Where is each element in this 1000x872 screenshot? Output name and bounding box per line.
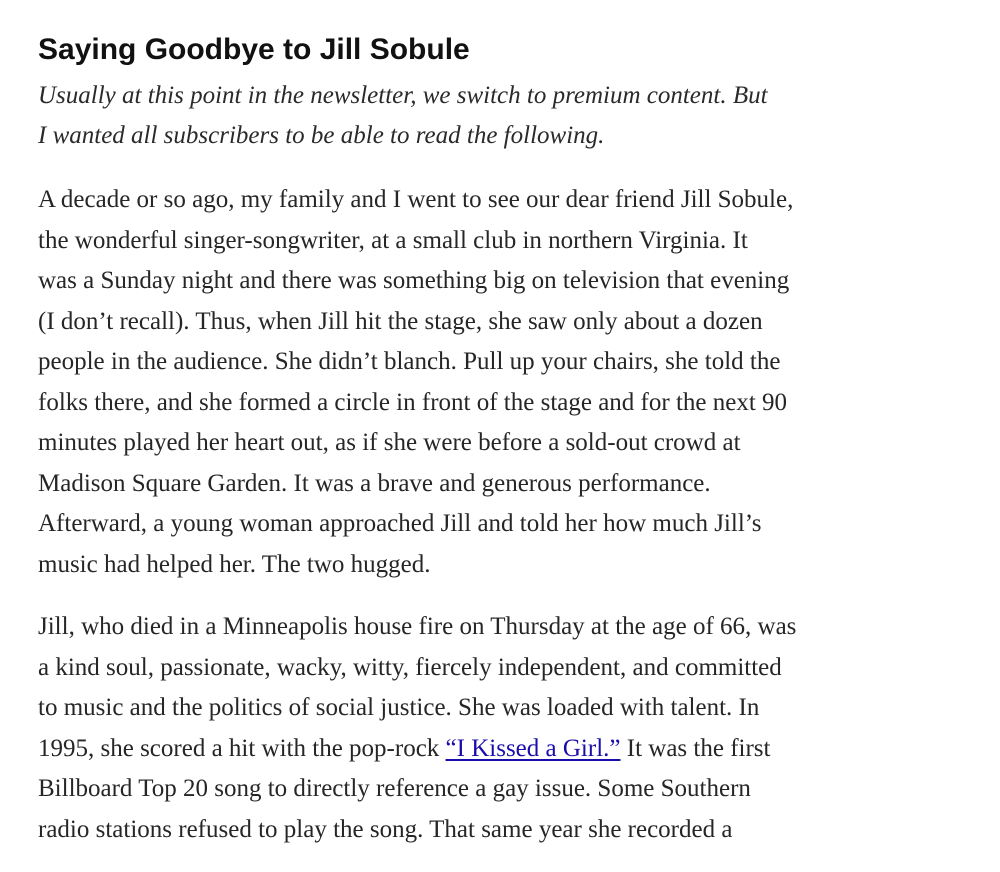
paragraph-line: minutes played her heart out, as if she were before a sold-out crowd at [38, 429, 741, 456]
intro-italic [38, 76, 958, 156]
paragraph-line: Billboard Top 20 song to directly reference a gay issue. Some Southern [38, 775, 751, 802]
intro-line: I wanted all subscribers to be able to read the following. [38, 122, 605, 149]
paragraph-line: people in the audience. She didn’t blanch. Pull up your chairs, she told the [38, 348, 781, 375]
article [38, 30, 958, 872]
intro-line: Usually at this point in the newsletter, we switch to premium content. But [38, 82, 768, 109]
paragraph-line: Jill, who died in a Minneapolis house fire on Thursday at the age of 66, was [38, 613, 797, 640]
paragraph-line: (I don’t recall). Thus, when Jill hit the stage, she saw only about a dozen [38, 307, 763, 335]
paragraph-line: Madison Square Garden. It was a brave and generous performance. [38, 469, 711, 497]
paragraph-line: music had helped her. The two hugged. [38, 550, 431, 578]
paragraph-line: to music and the politics of social justice. She was loaded with talent. In [38, 694, 760, 721]
paragraph-line: radio stations refused to play the song. That same year she recorded a [38, 815, 733, 843]
paragraph-line: a kind soul, passionate, wacky, witty, fiercely independent, and committed [38, 653, 782, 681]
paragraph-line: was a Sunday night and there was something big on television that evening [38, 267, 790, 294]
song-link-i-kissed-a-girl[interactable]: “I Kissed a Girl.” [445, 734, 621, 762]
article-title: Saying Goodbye to Jill Sobule [38, 33, 470, 66]
paragraph-1 [38, 180, 958, 585]
paragraph-2 [38, 607, 958, 850]
line-text-before-link: 1995, she scored a hit with the pop-rock [38, 734, 446, 762]
paragraph-line: the wonderful singer-songwriter, at a small club in northern Virginia. It [38, 226, 748, 254]
paragraph-line: Afterward, a young woman approached Jill and told her how much Jill’s [38, 510, 762, 537]
paragraph-line: folks there, and she formed a circle in front of the stage and for the next 90 [38, 388, 788, 416]
line-text-after-link: It was the first [620, 734, 771, 762]
paragraph-line: A decade or so ago, my family and I went to see our dear friend Jill Sobule, [38, 186, 794, 213]
paragraph-line-with-link [38, 729, 958, 770]
